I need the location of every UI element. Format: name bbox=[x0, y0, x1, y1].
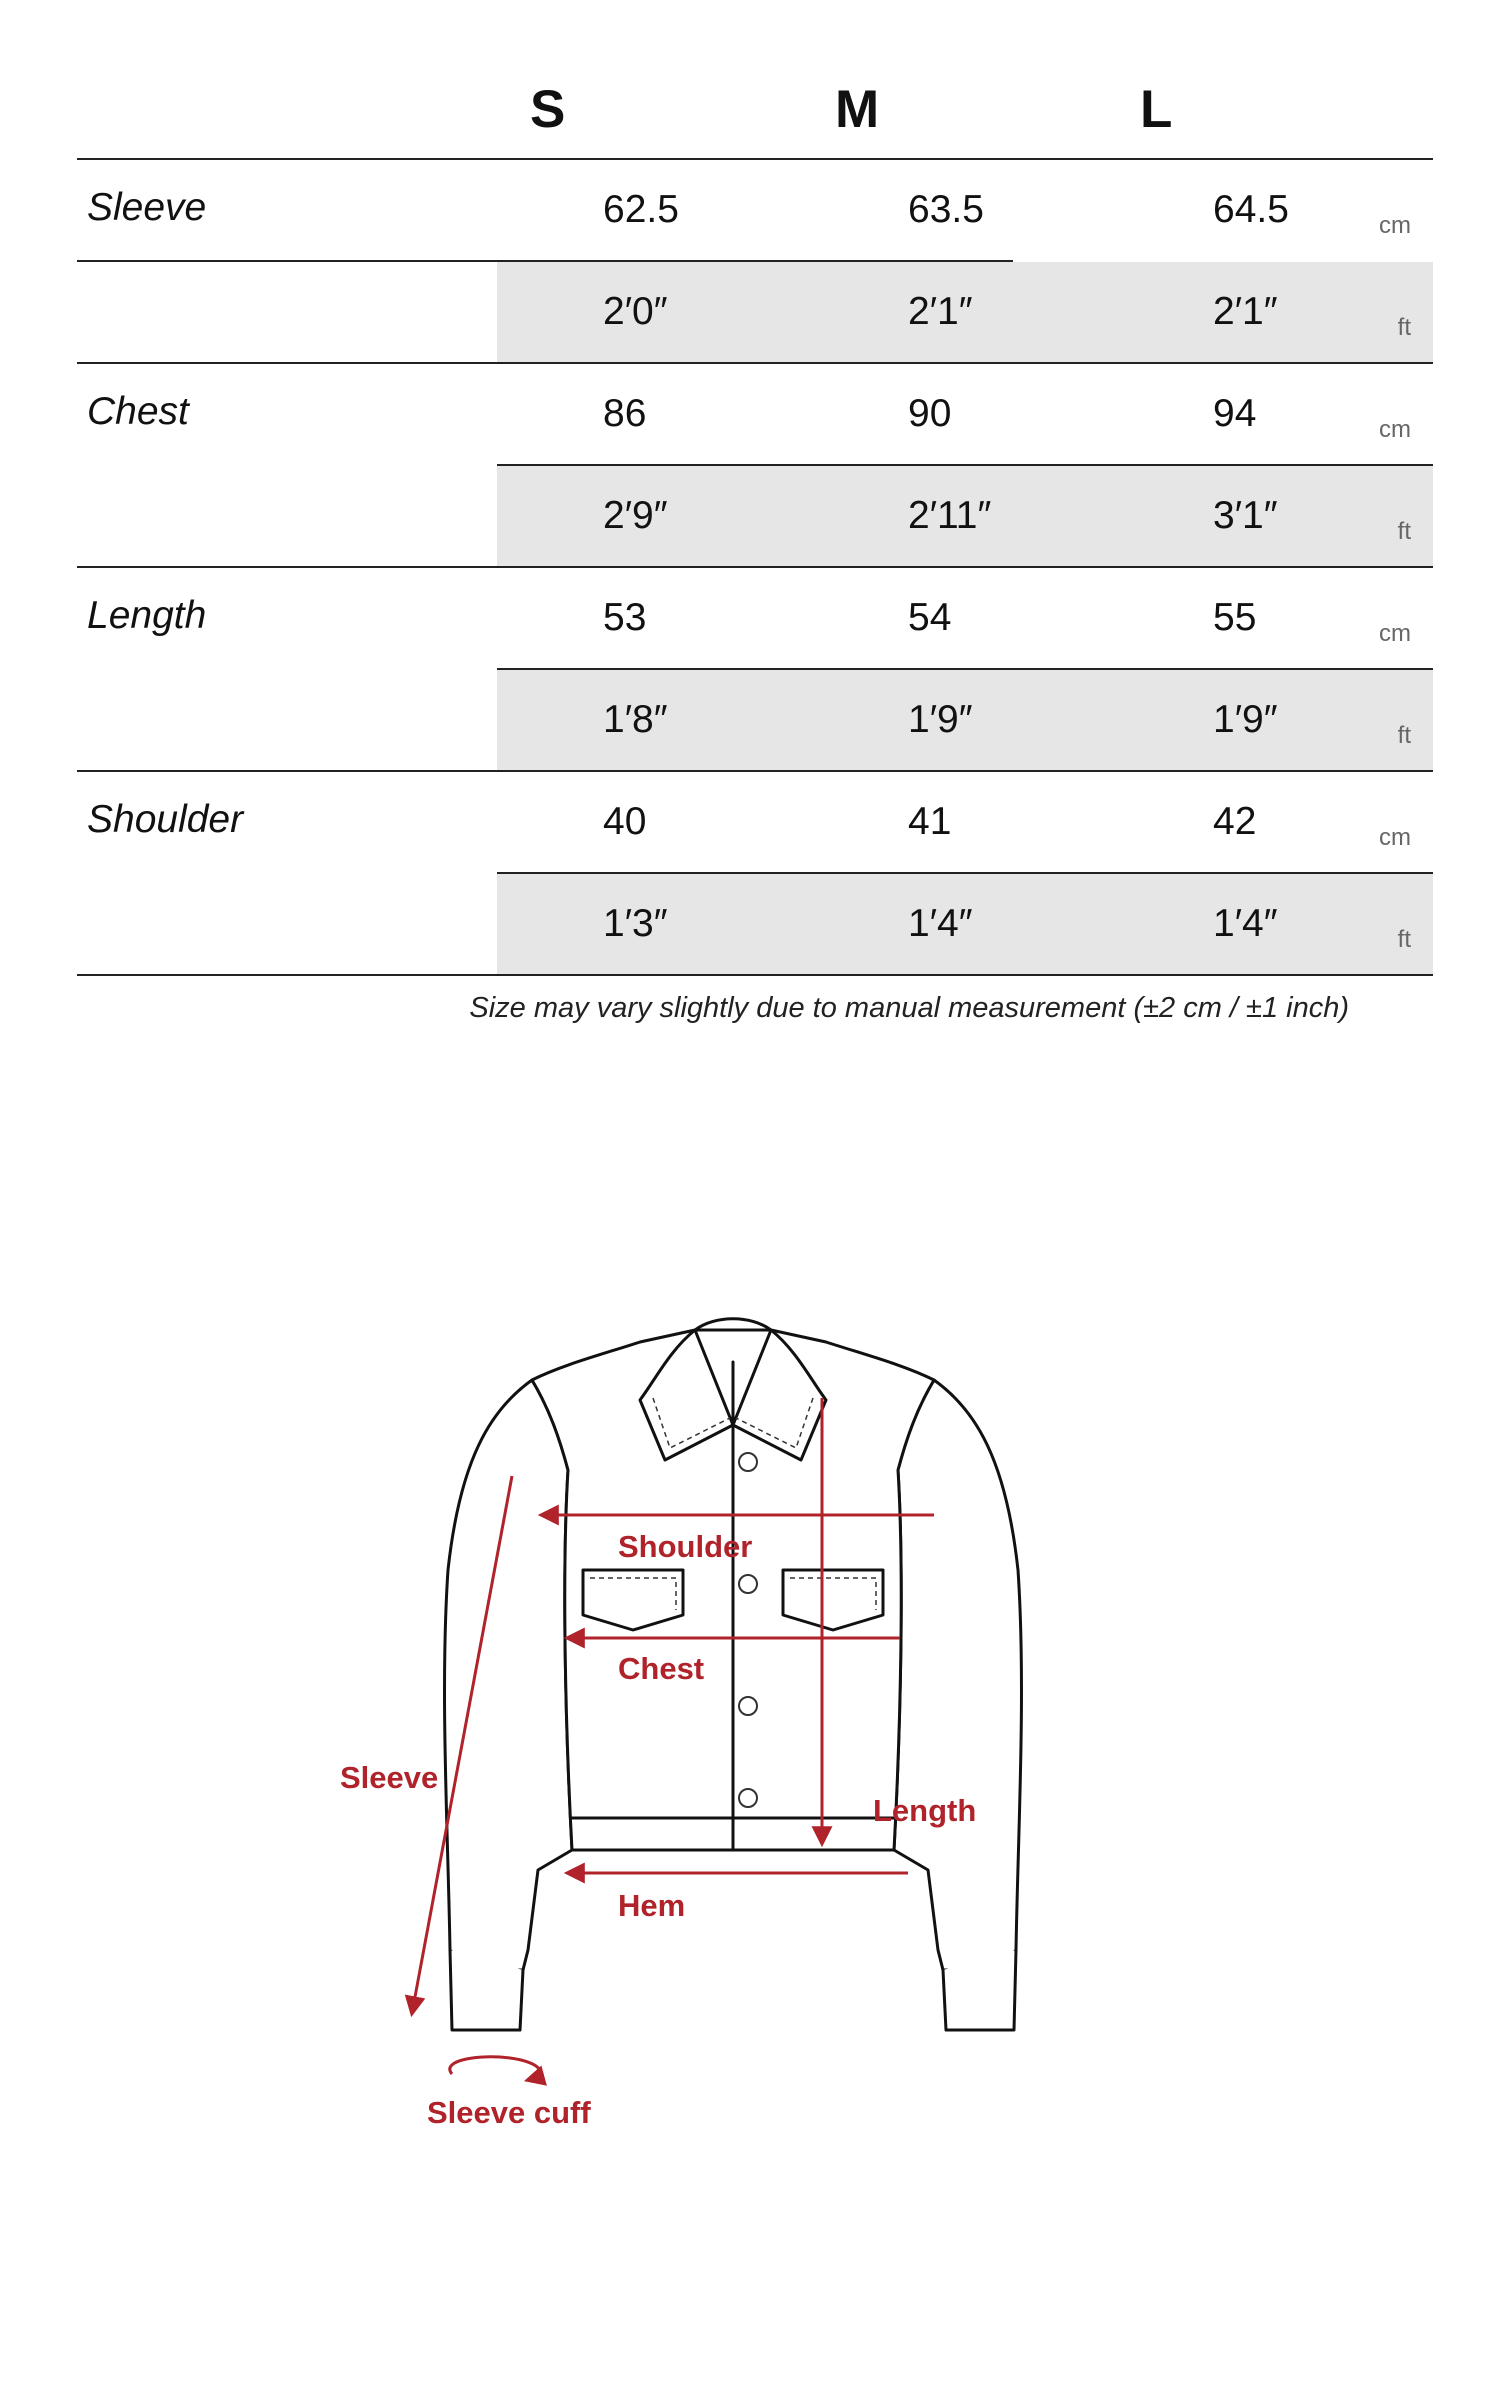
ft-row bbox=[497, 670, 1433, 772]
cell-m-ft: 1′4″ bbox=[908, 902, 973, 945]
unit-cm-label: cm bbox=[1379, 620, 1411, 647]
cell-l-cm: 64.5 bbox=[1213, 188, 1289, 231]
cm-row bbox=[497, 160, 1433, 262]
cell-s-cm: 40 bbox=[603, 800, 647, 843]
measure-row-sleeve bbox=[77, 160, 1433, 364]
cell-l-ft: 1′9″ bbox=[1213, 698, 1278, 741]
size-m-header: M bbox=[835, 80, 880, 139]
hem-label: Hem bbox=[618, 1888, 686, 1923]
sleeve-cuff-arrow bbox=[450, 2057, 540, 2080]
measure-label: Length bbox=[87, 594, 207, 637]
cell-s-cm: 62.5 bbox=[603, 188, 679, 231]
cm-row bbox=[497, 568, 1433, 670]
measure-row-chest bbox=[77, 364, 1433, 568]
cell-s-ft: 2′9″ bbox=[603, 494, 668, 537]
cell-s-ft: 2′0″ bbox=[603, 290, 668, 333]
sleeve-cuff-label: Sleeve cuff bbox=[427, 2095, 591, 2130]
ft-row bbox=[497, 874, 1433, 976]
ft-row bbox=[497, 262, 1433, 364]
unit-ft-label: ft bbox=[1397, 722, 1411, 749]
cell-l-cm: 94 bbox=[1213, 392, 1257, 435]
cell-m-cm: 54 bbox=[908, 596, 952, 639]
right-pocket bbox=[783, 1570, 883, 1630]
size-chart-table bbox=[77, 0, 1433, 1060]
unit-ft-label: ft bbox=[1397, 926, 1411, 953]
jacket-outline bbox=[445, 1319, 1022, 2030]
cell-m-cm: 41 bbox=[908, 800, 952, 843]
left-pocket bbox=[583, 1570, 683, 1630]
cell-l-cm: 55 bbox=[1213, 596, 1257, 639]
ft-row bbox=[497, 466, 1433, 568]
sleeve-label: Sleeve bbox=[340, 1760, 439, 1795]
shoulder-label: Shoulder bbox=[618, 1529, 753, 1564]
cm-row bbox=[497, 772, 1433, 874]
measure-row-shoulder bbox=[77, 772, 1433, 976]
cell-m-ft: 2′1″ bbox=[908, 290, 973, 333]
unit-cm-label: cm bbox=[1379, 212, 1411, 239]
collar-stand bbox=[695, 1319, 771, 1330]
cell-l-ft: 3′1″ bbox=[1213, 494, 1278, 537]
jacket-measurement-diagram bbox=[300, 1270, 1200, 2170]
size-s-header: S bbox=[530, 80, 566, 139]
measurement-note: Size may vary slightly due to manual measurement (±2 cm / ±1 inch) bbox=[469, 992, 1349, 1024]
cell-m-ft: 1′9″ bbox=[908, 698, 973, 741]
unit-ft-label: ft bbox=[1397, 518, 1411, 545]
cell-m-ft: 2′11″ bbox=[908, 494, 992, 537]
cell-l-ft: 1′4″ bbox=[1213, 902, 1278, 945]
left-sleeve bbox=[445, 1380, 572, 1970]
table-rule-thin bbox=[497, 464, 1433, 466]
cell-s-cm: 53 bbox=[603, 596, 647, 639]
cm-row bbox=[497, 364, 1433, 466]
jacket-illustration bbox=[300, 1270, 1200, 2170]
unit-cm-label: cm bbox=[1379, 824, 1411, 851]
cell-m-cm: 90 bbox=[908, 392, 952, 435]
table-rule bbox=[77, 974, 1433, 976]
measure-label: Shoulder bbox=[87, 798, 244, 841]
unit-cm-label: cm bbox=[1379, 416, 1411, 443]
cell-s-ft: 1′3″ bbox=[603, 902, 668, 945]
measure-label: Chest bbox=[87, 390, 189, 433]
length-label: Length bbox=[873, 1793, 977, 1828]
cell-l-ft: 2′1″ bbox=[1213, 290, 1278, 333]
size-l-header: L bbox=[1140, 80, 1173, 139]
cell-s-ft: 1′8″ bbox=[603, 698, 668, 741]
measure-row-length bbox=[77, 568, 1433, 772]
size-header-row bbox=[77, 0, 1433, 158]
cell-l-cm: 42 bbox=[1213, 800, 1257, 843]
table-rule-thin bbox=[497, 872, 1433, 874]
unit-ft-label: ft bbox=[1397, 314, 1411, 341]
chest-label: Chest bbox=[618, 1651, 705, 1686]
right-sleeve bbox=[894, 1380, 1021, 1970]
measure-label: Sleeve bbox=[87, 186, 207, 229]
cell-s-cm: 86 bbox=[603, 392, 647, 435]
table-rule-thin bbox=[497, 668, 1433, 670]
cell-m-cm: 63.5 bbox=[908, 188, 984, 231]
